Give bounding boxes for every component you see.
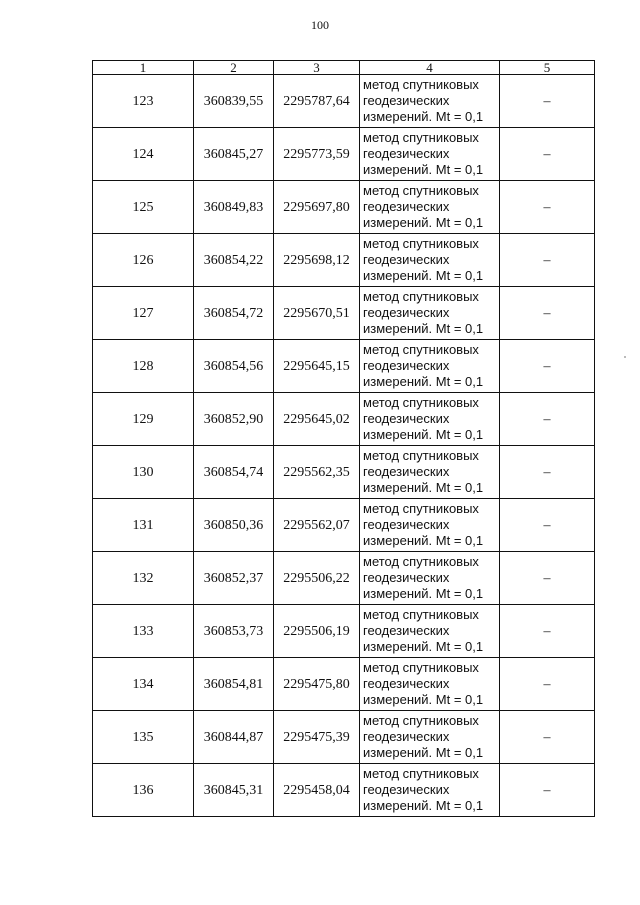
- table-row: [93, 340, 595, 393]
- point-number-cell: 128: [93, 340, 194, 393]
- y-coordinate-cell: 2295645,15: [274, 340, 360, 393]
- point-number-cell: 125: [93, 181, 194, 234]
- y-coordinate-cell: 2295698,12: [274, 234, 360, 287]
- y-coordinate-cell: 2295697,80: [274, 181, 360, 234]
- method-cell: метод спутниковых геодезических измерений. Mt = 0,1: [360, 499, 500, 552]
- method-cell: метод спутниковых геодезических измерений. Mt = 0,1: [360, 446, 500, 499]
- page-number: 100: [311, 18, 329, 32]
- note-cell: –: [500, 287, 595, 340]
- note-cell: –: [500, 499, 595, 552]
- point-number-cell: 124: [93, 128, 194, 181]
- x-coordinate-cell: 360854,74: [194, 446, 274, 499]
- point-number-cell: 132: [93, 552, 194, 605]
- x-coordinate-cell: 360845,31: [194, 764, 274, 817]
- x-coordinate-cell: 360853,73: [194, 605, 274, 658]
- table-row: [93, 552, 595, 605]
- method-cell: метод спутниковых геодезических измерений. Mt = 0,1: [360, 711, 500, 764]
- table-row: [93, 234, 595, 287]
- x-coordinate-cell: 360844,87: [194, 711, 274, 764]
- note-cell: –: [500, 340, 595, 393]
- y-coordinate-cell: 2295787,64: [274, 75, 360, 128]
- note-cell: –: [500, 446, 595, 499]
- x-coordinate-cell: 360854,72: [194, 287, 274, 340]
- note-cell: –: [500, 605, 595, 658]
- y-coordinate-cell: 2295475,80: [274, 658, 360, 711]
- x-coordinate-cell: 360854,56: [194, 340, 274, 393]
- y-coordinate-cell: 2295645,02: [274, 393, 360, 446]
- table-row: [93, 605, 595, 658]
- coordinates-table: [92, 60, 595, 817]
- point-number-cell: 123: [93, 75, 194, 128]
- table-row: [93, 393, 595, 446]
- note-cell: –: [500, 75, 595, 128]
- y-coordinate-cell: 2295562,35: [274, 446, 360, 499]
- table-row: [93, 711, 595, 764]
- method-cell: метод спутниковых геодезических измерений. Mt = 0,1: [360, 552, 500, 605]
- table-row: [93, 287, 595, 340]
- point-number-cell: 129: [93, 393, 194, 446]
- note-cell: –: [500, 658, 595, 711]
- x-coordinate-cell: 360854,81: [194, 658, 274, 711]
- header-col-4: 4: [360, 61, 500, 75]
- point-number-cell: 135: [93, 711, 194, 764]
- point-number-cell: 134: [93, 658, 194, 711]
- table-header-row: [93, 61, 595, 75]
- table-row: [93, 764, 595, 817]
- point-number-cell: 130: [93, 446, 194, 499]
- method-cell: метод спутниковых геодезических измерений. Mt = 0,1: [360, 605, 500, 658]
- method-cell: метод спутниковых геодезических измерений. Mt = 0,1: [360, 181, 500, 234]
- method-cell: метод спутниковых геодезических измерений. Mt = 0,1: [360, 340, 500, 393]
- table-row: [93, 128, 595, 181]
- header-col-5: 5: [500, 61, 595, 75]
- y-coordinate-cell: 2295773,59: [274, 128, 360, 181]
- y-coordinate-cell: 2295506,22: [274, 552, 360, 605]
- point-number-cell: 127: [93, 287, 194, 340]
- header-col-3: 3: [274, 61, 360, 75]
- y-coordinate-cell: 2295562,07: [274, 499, 360, 552]
- x-coordinate-cell: 360849,83: [194, 181, 274, 234]
- note-cell: –: [500, 764, 595, 817]
- scan-speck: [624, 356, 626, 358]
- method-cell: метод спутниковых геодезических измерений. Mt = 0,1: [360, 128, 500, 181]
- x-coordinate-cell: 360852,37: [194, 552, 274, 605]
- method-cell: метод спутниковых геодезических измерений. Mt = 0,1: [360, 658, 500, 711]
- method-cell: метод спутниковых геодезических измерений. Mt = 0,1: [360, 234, 500, 287]
- table-row: [93, 181, 595, 234]
- point-number-cell: 133: [93, 605, 194, 658]
- point-number-cell: 136: [93, 764, 194, 817]
- y-coordinate-cell: 2295458,04: [274, 764, 360, 817]
- x-coordinate-cell: 360845,27: [194, 128, 274, 181]
- note-cell: –: [500, 234, 595, 287]
- y-coordinate-cell: 2295670,51: [274, 287, 360, 340]
- point-number-cell: 131: [93, 499, 194, 552]
- note-cell: –: [500, 128, 595, 181]
- note-cell: –: [500, 552, 595, 605]
- point-number-cell: 126: [93, 234, 194, 287]
- y-coordinate-cell: 2295506,19: [274, 605, 360, 658]
- x-coordinate-cell: 360850,36: [194, 499, 274, 552]
- header-col-1: 1: [93, 61, 194, 75]
- table-row: [93, 658, 595, 711]
- note-cell: –: [500, 181, 595, 234]
- y-coordinate-cell: 2295475,39: [274, 711, 360, 764]
- x-coordinate-cell: 360839,55: [194, 75, 274, 128]
- x-coordinate-cell: 360854,22: [194, 234, 274, 287]
- header-col-2: 2: [194, 61, 274, 75]
- table-row: [93, 499, 595, 552]
- method-cell: метод спутниковых геодезических измерений. Mt = 0,1: [360, 393, 500, 446]
- method-cell: метод спутниковых геодезических измерений. Mt = 0,1: [360, 287, 500, 340]
- table-row: [93, 446, 595, 499]
- table-row: [93, 75, 595, 128]
- method-cell: метод спутниковых геодезических измерений. Mt = 0,1: [360, 75, 500, 128]
- table-body: [93, 75, 595, 817]
- note-cell: –: [500, 393, 595, 446]
- x-coordinate-cell: 360852,90: [194, 393, 274, 446]
- method-cell: метод спутниковых геодезических измерений. Mt = 0,1: [360, 764, 500, 817]
- note-cell: –: [500, 711, 595, 764]
